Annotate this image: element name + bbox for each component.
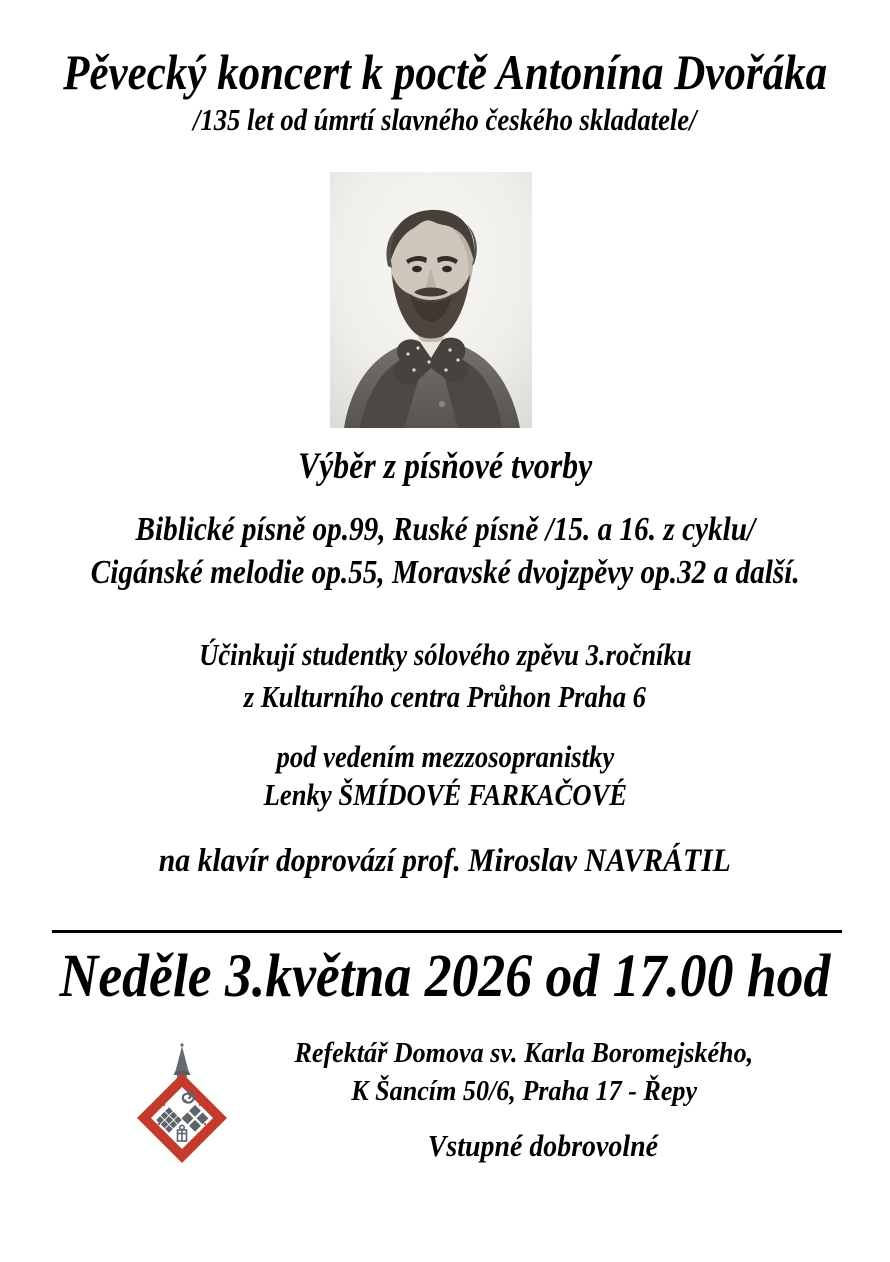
page-title — [0, 44, 890, 102]
repertoire-line — [0, 552, 890, 595]
dvorak-portrait-photo — [330, 172, 532, 428]
dvorak-portrait-illustration — [330, 172, 532, 428]
conductor-line-1: pod vedením mezzosopranistky — [276, 739, 614, 774]
repertoire-line-2: Cigánské melodie op.55, Moravské dvojzpěvy op.32 a další. — [90, 553, 800, 591]
repertoire-line-1: Biblické písně op.99, Ruské písně /15. a 16. z cyklu/ — [135, 511, 755, 548]
venue-line-2: K Šancím 50/6, Praha 17 - Řepy — [351, 1075, 697, 1108]
repertoire-line — [0, 509, 890, 552]
conductor-line — [0, 776, 890, 814]
poster-subtitle — [0, 102, 890, 138]
conductor-line — [0, 738, 890, 776]
conductor-line-2: Lenky ŠMÍDOVÉ FARKAČOVÉ — [263, 776, 627, 812]
horizontal-divider-line — [52, 906, 842, 933]
page-title-text: Pěvecký koncert k poctě Antonína Dvořáka — [63, 44, 827, 100]
admission-line — [0, 1128, 890, 1164]
venue-line — [158, 1072, 890, 1110]
venue-line — [158, 1034, 890, 1072]
event-date-line — [0, 942, 890, 1012]
pianist-line — [0, 843, 890, 880]
pianist-line-text: na klavír doprovází prof. Miroslav NAVRÁTIL — [158, 843, 732, 879]
venue-line-1: Refektář Domova sv. Karla Boromejského, — [294, 1037, 754, 1069]
performers-line-2: z Kulturního centra Průhon Praha 6 — [243, 678, 647, 714]
performers-line — [0, 676, 890, 718]
conductor-block — [0, 738, 890, 814]
event-date-text: Neděle 3.května 2026 od 17.00 hod — [59, 943, 831, 1010]
program-heading — [0, 445, 890, 488]
admission-text: Vstupné dobrovolné — [427, 1128, 659, 1163]
performers-line — [0, 634, 890, 676]
poster-subtitle-text: /135 let od úmrtí slavného českého skladatele/ — [193, 102, 697, 137]
program-heading-text: Výběr z písňové tvorby — [297, 446, 593, 487]
venue-block — [0, 1034, 890, 1111]
performers-block — [0, 634, 890, 717]
repertoire-block — [0, 509, 890, 595]
performers-line-1: Účinkují studentky sólového zpěvu 3.ročníku — [198, 637, 692, 672]
